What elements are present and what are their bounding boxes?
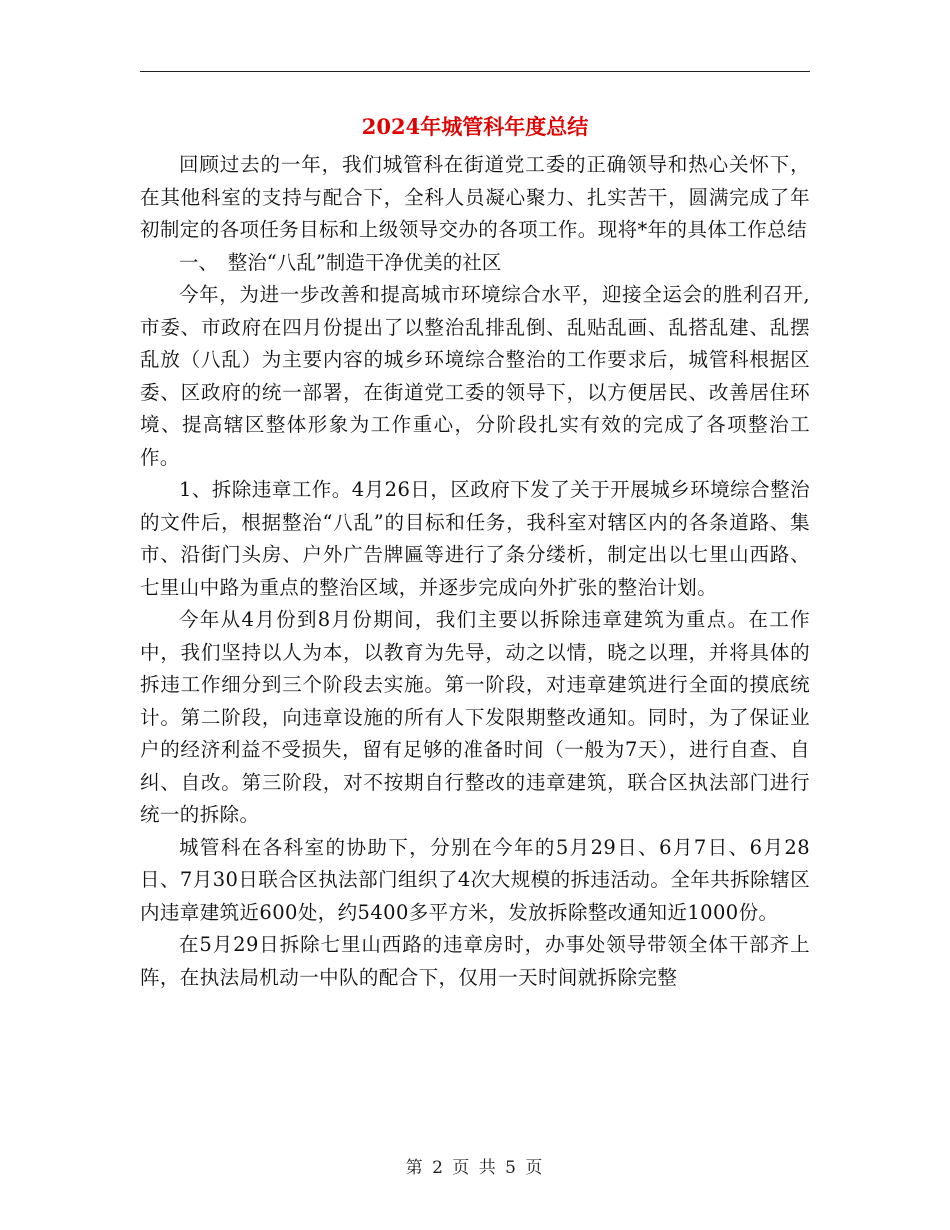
document-body [140, 149, 810, 994]
section-heading-1: 一、 整治“八乱”制造干净优美的社区 [179, 250, 502, 274]
paragraph-2: 今年，为进一步改善和提高城市环境综合水平，迎接全运会的胜利召开,市委、市政府在四月份提出了以整治乱排乱倒、乱贴乱画、乱搭乱建、乱摆乱放（八乱）为主要内容的城乡环境综合整治的工作要求后，城管科根据区委、区政府的统一部署，在街道党工委的领导下，以方便居民、改善居住环境、提高辖区整体形象为工作重心，分阶段扎实有效的完成了各项整治工作。 [140, 283, 810, 469]
paragraph-4: 今年从4月份到8月份期间，我们主要以拆除违章建筑为重点。在工作中，我们坚持以人为本，以教育为先导，动之以情，晓之以理，并将具体的拆违工作细分到三个阶段去实施。第一阶段，对违章建筑进行全面的摸底统计。第二阶段，向违章设施的所有人下发限期整改通知。同时，为了保证业户的经济利益不受损失，留有足够的准备时间（一般为7天），进行自查、自纠、自改。第三阶段，对不按期自行整改的违章建筑，联合区执法部门进行统一的拆除。 [140, 608, 810, 826]
paragraph-6: 在5月29日拆除七里山西路的违章房时，办事处领导带领全体干部齐上阵，在执法局机动一中队的配合下，仅用一天时间就拆除完整 [140, 933, 810, 989]
paragraph-5: 城管科在各科室的协助下，分别在今年的5月29日、6月7日、6月28日、7月30日联合区执法部门组织了4次大规模的拆违活动。全年共拆除辖区内违章建筑近600处，约5400多平方米，发放拆除整改通知近1000份。 [140, 835, 810, 924]
document-title: 2024年城管科年度总结 [361, 114, 589, 139]
paragraph-3: 1、拆除违章工作。4月26日，区政府下发了关于开展城乡环境综合整治的文件后，根据整治“八乱”的目标和任务，我科室对辖区内的各条道路、集市、沿街门头房、户外广告牌匾等进行了条分缕析，制定出以七里山西路、七里山中路为重点的整治区域，并逐步完成向外扩张的整治计划。 [140, 478, 810, 599]
page-number: 第 2 页 共 5 页 [405, 1158, 545, 1178]
header-rule [140, 71, 810, 72]
paragraph-intro: 回顾过去的一年，我们城管科在街道党工委的正确领导和热心关怀下，在其他科室的支持与配合下，全科人员凝心聚力、扎实苦干，圆满完成了年初制定的各项任务目标和上级领导交办的各项工作。现将*年的具体工作总结 [140, 153, 810, 241]
